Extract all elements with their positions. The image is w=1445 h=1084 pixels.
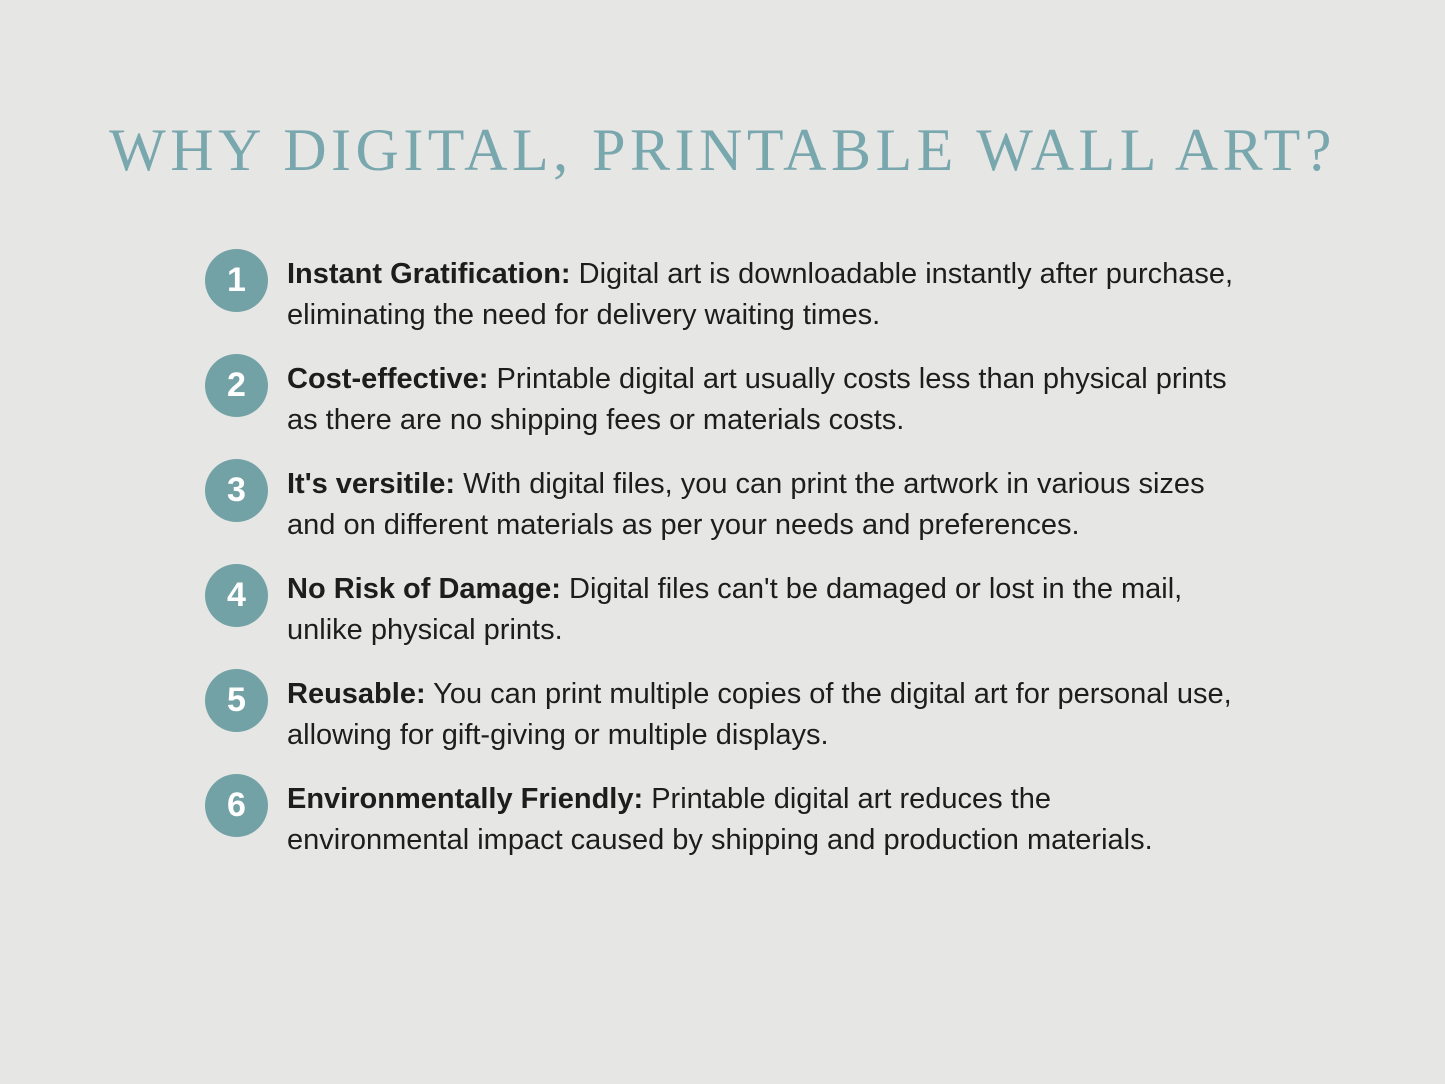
- item-text: [287, 464, 1237, 546]
- list-item: [205, 569, 1245, 651]
- benefits-list: [205, 254, 1245, 861]
- list-item: [205, 254, 1245, 336]
- item-description: With digital files, you can print the artwork in various sizes and on different materials as per your needs and preferences.: [287, 468, 1205, 541]
- item-number-badge: 5: [205, 669, 268, 732]
- item-number-badge: 1: [205, 249, 268, 312]
- item-term: Reusable:: [287, 678, 426, 710]
- item-term: Cost-effective:: [287, 363, 489, 395]
- item-text: [287, 569, 1237, 651]
- item-description: You can print multiple copies of the digital art for personal use, allowing for gift-giving or multiple displays.: [287, 678, 1232, 751]
- page-title: WHY DIGITAL, PRINTABLE WALL ART?: [109, 117, 1336, 183]
- item-term: It's versitile:: [287, 468, 456, 500]
- item-term: No Risk of Damage:: [287, 573, 561, 605]
- item-text: [287, 359, 1237, 441]
- item-term: Instant Gratification:: [287, 258, 571, 290]
- item-description: Digital files can't be damaged or lost in the mail, unlike physical prints.: [287, 573, 1183, 646]
- item-description: Printable digital art usually costs less than physical prints as there are no shipping fees or materials costs.: [287, 363, 1227, 436]
- item-description: Digital art is downloadable instantly after purchase, eliminating the need for delivery waiting times.: [287, 258, 1234, 331]
- item-number-badge: 4: [205, 564, 268, 627]
- item-text: [287, 779, 1237, 861]
- item-number-badge: 6: [205, 774, 268, 837]
- item-text: [287, 254, 1237, 336]
- list-item: [205, 464, 1245, 546]
- item-term: Environmentally Friendly:: [287, 783, 644, 815]
- list-item: [205, 779, 1245, 861]
- item-number-badge: 3: [205, 459, 268, 522]
- item-description: Printable digital art reduces the environmental impact caused by shipping and production materials.: [287, 783, 1153, 856]
- item-number-badge: 2: [205, 354, 268, 417]
- list-item: [205, 674, 1245, 756]
- list-item: [205, 359, 1245, 441]
- item-text: [287, 674, 1237, 756]
